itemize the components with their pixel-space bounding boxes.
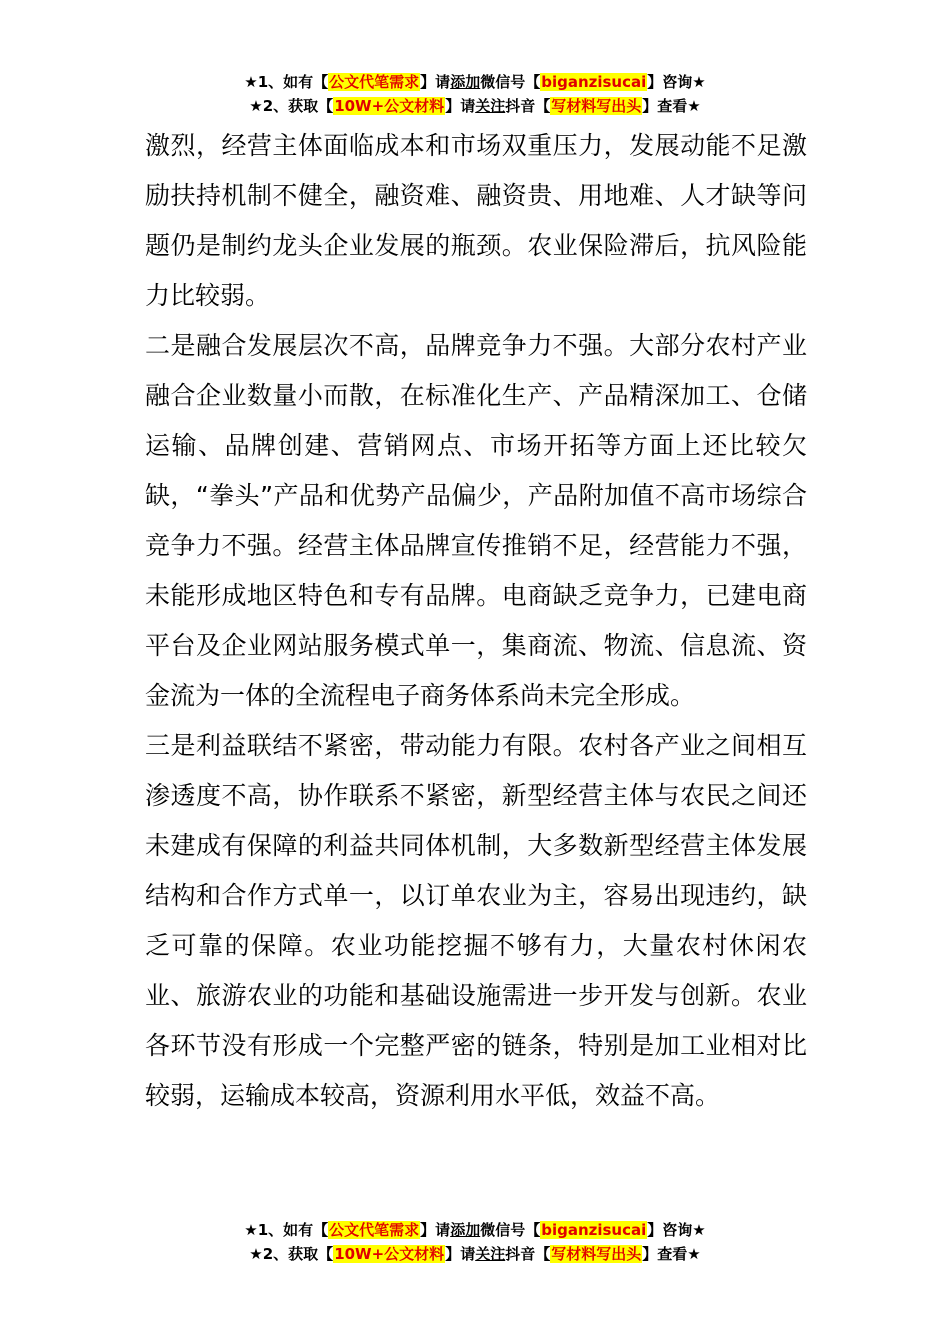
banner-text: 】请 <box>445 97 476 115</box>
paragraph-point-two: 二是融合发展层次不高，品牌竞争力不强。大部分农村产业融合企业数量小而散，在标准化生产、产品精深加工、仓储运输、品牌创建、营销网点、市场开拓等方面上还比较欠缺，“拳头”产品和优势产品偏少，产品附加值不高市场综合竞争力不强。经营主体品牌宣传推销不足，经营能力不强，未能形成地区特色和专有品牌。电商缺乏竞争力，已建电商平台及企业网站服务模式单一，集商流、物流、信息流、资金流为一体的全流程电子商务体系尚未完全形成。 <box>145 331 807 710</box>
banner-text: ★2、获取【 <box>249 97 334 115</box>
banner-text: 】咨询★ <box>647 73 706 91</box>
banner-line-1 <box>0 1218 950 1242</box>
paragraph-point-three: 三是利益联结不紧密，带动能力有限。农村各产业之间相互渗透度不高，协作联系不紧密，新型经营主体与农民之间还未建成有保障的利益共同体机制，大多数新型经营主体发展结构和合作方式单一，以订单农业为主，容易出现违约，缺乏可靠的保障。农业功能挖掘不够有力，大量农村休闲农业、旅游农业的功能和基础设施需进一步开发与创新。农业各环节没有形成一个完整严密的链条，特别是加工业相对比较弱，运输成本较高，资源利用水平低，效益不高。 <box>145 731 807 1110</box>
highlight-service: 公文代笔需求 <box>329 1221 420 1239</box>
banner-text: ★1、如有【 <box>244 1221 329 1239</box>
highlight-wechat-id: biganzisucai <box>541 1221 647 1239</box>
underlined-word: 关注 <box>475 1245 506 1263</box>
banner-text: 微信号【 <box>480 73 541 91</box>
banner-text: ★1、如有【 <box>244 73 329 91</box>
header-banner <box>0 70 950 118</box>
highlight-douyin-account: 写材料写出头 <box>551 97 642 115</box>
highlight-service: 公文代笔需求 <box>329 73 420 91</box>
banner-text: 】请 <box>420 1221 451 1239</box>
banner-text: 】咨询★ <box>647 1221 706 1239</box>
banner-line-1 <box>0 70 950 94</box>
highlight-douyin-account: 写材料写出头 <box>551 1245 642 1263</box>
highlight-wechat-id: biganzisucai <box>541 73 647 91</box>
underlined-word: 添加 <box>450 1221 481 1239</box>
highlight-materials: 10W+公文材料 <box>334 97 445 115</box>
underlined-word: 添加 <box>450 73 481 91</box>
banner-text: 微信号【 <box>480 1221 541 1239</box>
banner-text: 抖音【 <box>505 97 551 115</box>
paragraph-continuation: 激烈，经营主体面临成本和市场双重压力，发展动能不足激励扶持机制不健全，融资难、融资贵、用地难、人才缺等问题仍是制约龙头企业发展的瓶颈。农业保险滞后，抗风险能力比较弱。 <box>145 131 807 310</box>
banner-text: 】查看★ <box>642 97 701 115</box>
banner-text: 抖音【 <box>505 1245 551 1263</box>
banner-text: 】请 <box>420 73 451 91</box>
highlight-materials: 10W+公文材料 <box>334 1245 445 1263</box>
banner-text: ★2、获取【 <box>249 1245 334 1263</box>
banner-text: 】查看★ <box>642 1245 701 1263</box>
banner-text: 】请 <box>445 1245 476 1263</box>
document-body <box>145 121 807 1121</box>
banner-line-2 <box>0 1242 950 1266</box>
footer-banner <box>0 1218 950 1266</box>
banner-line-2 <box>0 94 950 118</box>
underlined-word: 关注 <box>475 97 506 115</box>
